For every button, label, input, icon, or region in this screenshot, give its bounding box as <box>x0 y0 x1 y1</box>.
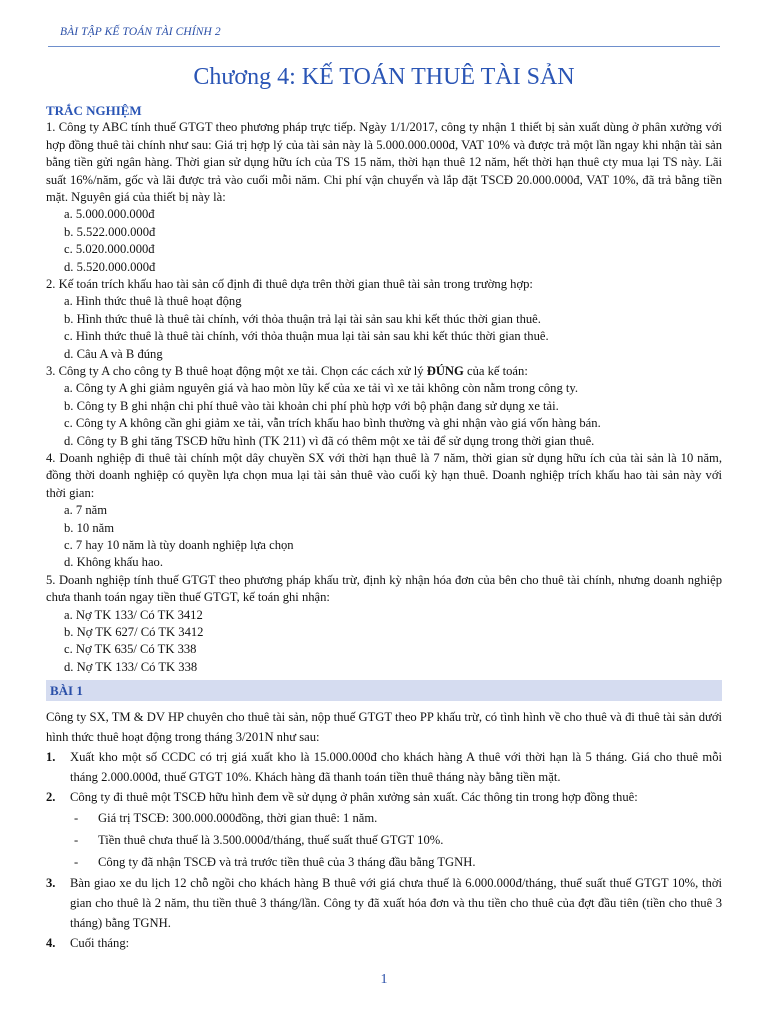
option: d. Câu A và B đúng <box>64 346 163 361</box>
exercise-intro: Công ty SX, TM & DV HP chuyên cho thuê tài sản, nộp thuế GTGT theo PP khấu trừ, có tình hình về cho thuê và đi thuê tài sản dưới hình thức thuê hoạt động trong tháng 3/201N như sau: <box>46 710 722 745</box>
content <box>46 102 722 953</box>
mc-section-heading: TRẮC NGHIỆM <box>46 103 142 118</box>
question-3-text-end: của kế toán: <box>463 363 528 378</box>
option: b. 10 năm <box>64 520 115 535</box>
option: c. 5.020.000.000đ <box>64 242 155 257</box>
option: c. 7 hay 10 năm là tùy doanh nghiệp lựa chọn <box>64 537 294 552</box>
question-2-options <box>46 293 722 363</box>
sub-item-text: Công ty đã nhận TSCĐ và trả trước tiền thuê của 3 tháng đầu bằng TGNH. <box>98 855 476 870</box>
question-1: 1. Công ty ABC tính thuế GTGT theo phương pháp trực tiếp. Ngày 1/1/2017, công ty nhận 1 thiết bị sản xuất dùng ở phân xưởng với hợp đồng thuê tài chính như sau: Giá trị hợp lý của tài sản này là 5.000.000.000đ, VAT 10% và được trả một lần ngay khi nhận tài sản bằng tiền gửi ngân hàng. Thời gian sử dụng hữu ích của TS 15 năm, thời hạn thuê 12 năm, hết thời hạn thuê cty mua lại TS này. Lãi suất 16%/năm, gốc và lãi được trả vào cuối mỗi năm. Chi phí vận chuyển và lắp đặt TSCĐ 20.000.000đ, VAT 10%, đã trả bằng tiền mặt. Nguyên giá của thiết bị này là: <box>46 120 722 205</box>
item-text: Cuối tháng: <box>70 936 130 951</box>
header-rule <box>48 46 720 47</box>
exercise-heading: BÀI 1 <box>46 680 722 701</box>
option: a. 7 năm <box>64 503 108 518</box>
chapter-title: Chương 4: KẾ TOÁN THUÊ TÀI SẢN <box>193 64 575 90</box>
option: a. Công ty A ghi giảm nguyên giá và hao mòn lũy kế của xe tải vì xe tải không còn nằm trong công ty. <box>64 381 579 396</box>
sub-item <box>46 807 722 829</box>
item-text: Xuất kho một số CCDC có trị giá xuất kho là 15.000.000đ cho khách hàng A thuê với thời hạn là 5 tháng. Giá cho thuê mỗi tháng 2.000.000đ, thuế GTGT 10%. Khách hàng đã thanh toán tiền thuê tháng này bằng tiền mặt. <box>70 750 722 785</box>
option: c. Hình thức thuê là thuê tài chính, với thỏa thuận mua lại tài sản sau khi kết thúc thời gian thuê. <box>64 329 549 344</box>
question-4-options <box>46 502 722 572</box>
question-5: 5. Doanh nghiệp tính thuế GTGT theo phương pháp khấu trừ, định kỳ nhận hóa đơn của bên cho thuê tài chính, nhưng doanh nghiệp chưa thanh toán ngay tiền thuế GTGT, kế toán ghi nhận: <box>46 572 722 605</box>
item-number: 2. <box>46 790 56 805</box>
option: d. Nợ TK 133/ Có TK 338 <box>64 659 198 674</box>
item-number: 4. <box>46 936 56 951</box>
question-3-text: 3. Công ty A cho công ty B thuê hoạt động một xe tải. Chọn các cách xử lý <box>46 363 427 378</box>
option: d. Không khấu hao. <box>64 555 163 570</box>
item-number: 3. <box>46 876 56 891</box>
question-3-options <box>46 380 722 450</box>
option: d. Công ty B ghi tăng TSCĐ hữu hình (TK 211) vì đã có thêm một xe tải để sử dụng trong thời gian thuê. <box>64 433 595 448</box>
exercise-item <box>46 747 722 787</box>
option: c. Nợ TK 635/ Có TK 338 <box>64 642 197 657</box>
question-3-emphasis: ĐÚNG <box>426 363 464 378</box>
option: b. Hình thức thuê là thuê tài chính, với thỏa thuận trả lại tài sản sau khi kết thúc thời gian thuê. <box>64 311 541 326</box>
dash-bullet: - <box>74 833 79 848</box>
sub-item-text: Tiền thuê chưa thuế là 3.500.000đ/tháng, thuế suất thuế GTGT 10%. <box>98 833 444 848</box>
dash-bullet: - <box>74 855 79 870</box>
option: b. 5.522.000.000đ <box>64 224 156 239</box>
option: d. 5.520.000.000đ <box>64 259 156 274</box>
question-4: 4. Doanh nghiệp đi thuê tài chính một dây chuyền SX với thời hạn thuê là 7 năm, thời gian sử dụng hữu ích của tài sản là 10 năm, đồng thời doanh nghiệp có quyền lựa chọn mua lại tài sản thuê vào cuối kỳ hạn thuê. Doanh nghiệp trích khấu hao tài sản này với thời gian: <box>46 450 722 500</box>
option: a. Hình thức thuê là thuê hoạt động <box>64 294 242 309</box>
exercise-item <box>46 787 722 807</box>
option: c. Công ty A không cần ghi giảm xe tải, vẫn trích khấu hao bình thường và ghi nhận vào giá vốn hàng bán. <box>64 416 601 431</box>
item-number: 1. <box>46 750 56 765</box>
running-header: BÀI TẬP KẾ TOÁN TÀI CHÍNH 2 <box>60 26 221 38</box>
page-number: 1 <box>380 972 388 987</box>
item-text: Bàn giao xe du lịch 12 chỗ ngồi cho khách hàng B thuê với giá chưa thuế là 6.000.000đ/tháng, thuế suất thuế GTGT 10%, thời gian cho thuê là 2 năm, thu tiền thuê 3 tháng/lần. Công ty đã xuất hóa đơn và thu tiền cho thuê của đợt đầu tiên (tiền cho thuê 3 tháng) bằng TGNH. <box>70 876 722 931</box>
item-text: Công ty đi thuê một TSCĐ hữu hình đem về sử dụng ở phân xưởng sản xuất. Các thông tin trong hợp đồng thuê: <box>70 790 638 805</box>
option: b. Nợ TK 627/ Có TK 3412 <box>64 624 204 639</box>
exercise-item <box>46 933 722 953</box>
option: b. Công ty B ghi nhận chi phí thuê vào tài khoản chi phí phù hợp với bộ phận đang sử dụng xe tải. <box>64 398 559 413</box>
option: a. 5.000.000.000đ <box>64 207 155 222</box>
question-5-options <box>46 607 722 677</box>
question-3 <box>46 363 722 380</box>
dash-bullet: - <box>74 811 79 826</box>
sub-item-text: Giá trị TSCĐ: 300.000.000đồng, thời gian thuê: 1 năm. <box>98 811 378 826</box>
question-2: 2. Kế toán trích khấu hao tài sản cố định đi thuê dựa trên thời gian thuê tài sản trong trường hợp: <box>46 277 533 291</box>
option: a. Nợ TK 133/ Có TK 3412 <box>64 607 203 622</box>
sub-item <box>46 829 722 851</box>
question-1-options <box>46 206 722 276</box>
exercise-item <box>46 873 722 933</box>
sub-item <box>46 851 722 873</box>
